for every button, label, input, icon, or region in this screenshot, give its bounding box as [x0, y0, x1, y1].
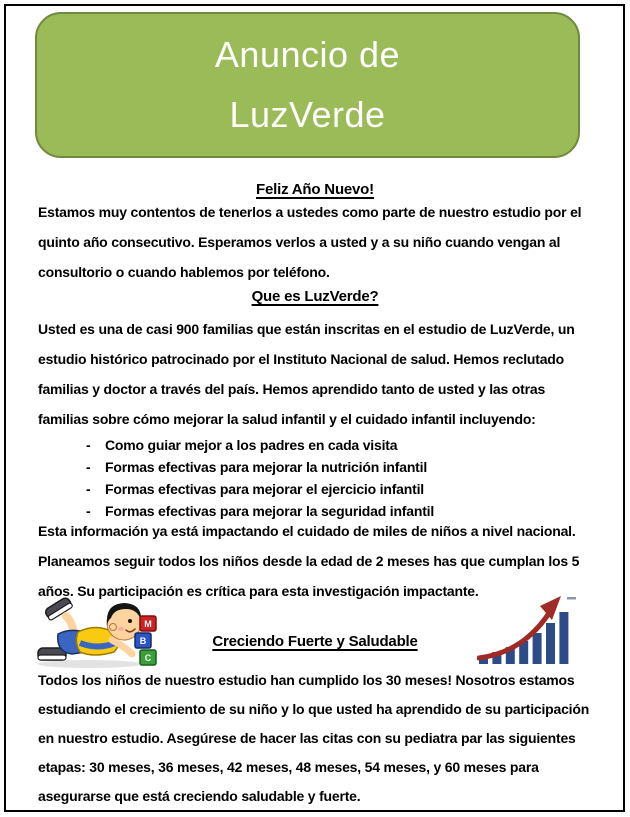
block-letter-c: C: [144, 653, 152, 663]
paragraph-growing: Todos los niños de nuestro estudio han cumplido los 30 meses! Nosotros estamos estudiando el crecimiento de su niño y lo que usted ha aprendido de su participación en nuestro estudio. Asegúrese de hacer las citas con su pediatra par las siguientes etapas: 30 meses, 36 meses, 42 meses, 48 meses, 54 meses, y 60 meses para asegurarse que está creciendo saludable y fuerte.: [38, 672, 590, 804]
dash-mark: [567, 597, 576, 600]
list-item: - Formas efectivas para mejorar la seguridad infantil: [86, 500, 434, 522]
heading-creciendo-fuerte: Creciendo Fuerte y Saludable: [212, 633, 418, 650]
block-letter-b: B: [139, 636, 147, 646]
document-title-line1: Anuncio de: [214, 34, 401, 75]
bullet-list: [86, 434, 434, 522]
list-item: - Como guiar mejor a los padres en cada visita: [86, 434, 434, 456]
block-letter-m: M: [144, 619, 152, 629]
document-title-line2: LuzVerde: [229, 94, 386, 135]
heading-feliz-ano-nuevo: Feliz Año Nuevo!: [256, 181, 374, 198]
list-item: - Formas efectivas para mejorar el ejercicio infantil: [86, 478, 434, 500]
heading-que-es-luzverde: Que es LuzVerde?: [251, 288, 379, 305]
paragraph-impact: Esta información ya está impactando el cuidado de miles de niños a nivel nacional. Planeamos seguir todos los niños desde la edad de 2 meses has que cumplan los 5 años. Su participación es crítica para esta investigación impactante.: [38, 523, 580, 599]
paragraph-new-year: Estamos muy contentos de tenerlos a ustedes como parte de nuestro estudio por el quinto año consecutivo. Esperamos verlos a usted y a su niño cuando vengan al consultorio o cuando hablemos por teléfono.: [38, 204, 582, 280]
growth-chart-icon: [477, 594, 577, 667]
list-item: - Formas efectivas para mejorar la nutrición infantil: [86, 456, 434, 478]
title-banner: [35, 12, 580, 158]
paragraph-about-study: Usted es una de casi 900 familias que están inscritas en el estudio de LuzVerde, un estudio histórico patrocinado por el Instituto Nacional de salud. Hemos reclutado familias y doctor a través del país. Hemos aprendido tanto de usted y las otras familias sobre cómo mejorar la salud infantil y el cuidado infantil incluyendo:: [38, 321, 575, 427]
arrow-head: [540, 596, 561, 620]
